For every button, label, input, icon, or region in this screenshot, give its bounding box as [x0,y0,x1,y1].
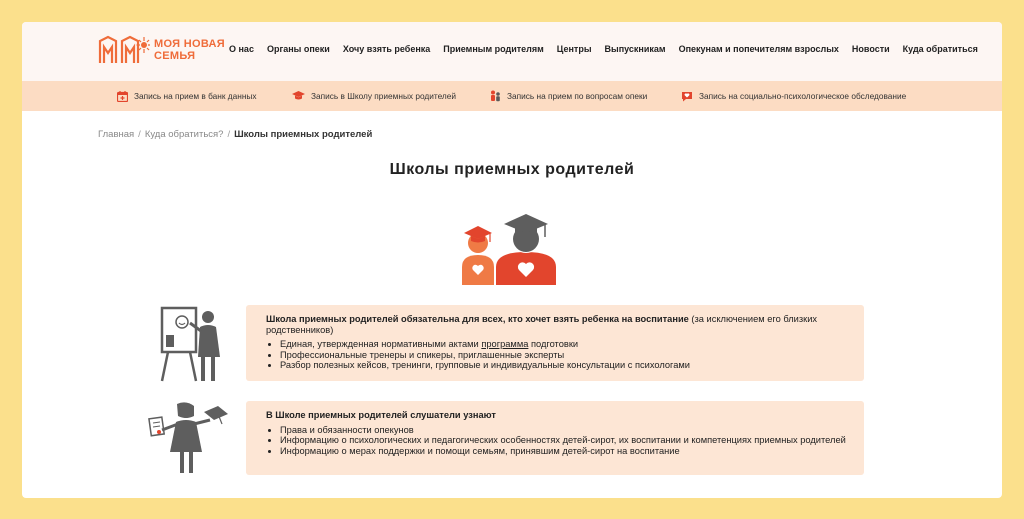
info-list [266,425,852,457]
quick-item-label: Запись на прием по вопросам опеки [507,91,648,101]
info-box-what-learn [246,401,864,475]
quick-item-label: Запись на социально-психологическое обследование [699,91,907,101]
lead-bold: Школа приемных родителей обязательна для всех, кто хочет взять ребенка на воспитание [266,314,689,324]
program-link[interactable]: программа [481,339,529,349]
breadcrumb-home[interactable]: Главная [98,129,135,140]
list-item: • Профессиональные тренеры и спикеры, приглашенные эксперты [280,350,852,361]
info-box-school-required [246,305,864,381]
list-item: • Права и обязанности опекунов [280,425,852,436]
nav-item-graduates[interactable]: Выпускникам [604,44,666,54]
breadcrumb-separator: / [227,129,231,140]
lead-normal: (за исключением его близких родственников) [266,314,818,335]
info-box-lead: В Школе приемных родителей слушатели узнают [266,410,496,420]
quick-item-label: Запись на прием в банк данных [134,91,257,101]
info-box-lead [266,314,852,335]
nav-item-adult-guardians[interactable]: Опекунам и попечителям взрослых [678,44,839,54]
students-hero-icon [460,209,558,285]
logo-mark-icon [98,35,150,65]
quick-item-label: Запись в Школу приемных родителей [311,91,457,101]
nav-item-about[interactable]: О нас [229,44,254,54]
list-item-text: подготовки [528,339,579,349]
site-logo[interactable] [98,34,225,66]
main-nav [229,44,991,54]
calendar-icon [117,91,128,102]
info-list [266,339,852,371]
list-item: • Разбор полезных кейсов, тренинги, групповые и индивидуальные консультации с психологами [280,360,852,371]
quick-item-psych-exam[interactable] [681,81,906,111]
nav-item-centers[interactable]: Центры [556,44,592,54]
nav-item-guardianship-bodies[interactable]: Органы опеки [266,44,330,54]
site-header [22,22,1002,81]
graduate-woman-illustration [148,400,228,474]
list-item [280,339,852,350]
breadcrumb-separator: / [138,129,141,140]
nav-item-foster-parents[interactable]: Приемным родителям [443,44,544,54]
list-item: • Информацию о психологических и педагогических особенностях детей-сирот, их воспитании и компетенциях приемных родителей [280,435,852,446]
nav-item-contacts[interactable]: Куда обратиться [902,44,978,54]
breadcrumb-parent[interactable]: Куда обратиться? [144,129,224,140]
list-item: • Информацию о мерах поддержки и помощи семьям, принявшим детей-сирот на воспитание [280,446,852,457]
logo-line-2: СЕМЬЯ [154,50,196,62]
breadcrumb-current: Школы приемных родителей [234,129,373,140]
teacher-board-illustration [154,305,228,383]
heart-chat-icon [681,91,693,102]
logo-line-1: МОЯ НОВАЯ [154,38,225,50]
nav-item-adopt-child[interactable]: Хочу взять ребенка [342,44,431,54]
quick-item-school[interactable] [292,81,456,111]
list-item-text: Единая, утвержденная нормативными актами [280,339,482,349]
nav-item-news[interactable]: Новости [851,44,890,54]
people-icon [490,90,501,102]
browser-page [22,22,1002,498]
quick-actions-bar [22,81,1002,111]
quick-item-databank[interactable] [117,81,257,111]
quick-item-guardianship[interactable] [490,81,647,111]
breadcrumb [98,129,372,140]
graduation-cap-icon [292,91,305,101]
page-title: Школы приемных родителей [389,161,635,178]
logo-text [154,38,225,62]
